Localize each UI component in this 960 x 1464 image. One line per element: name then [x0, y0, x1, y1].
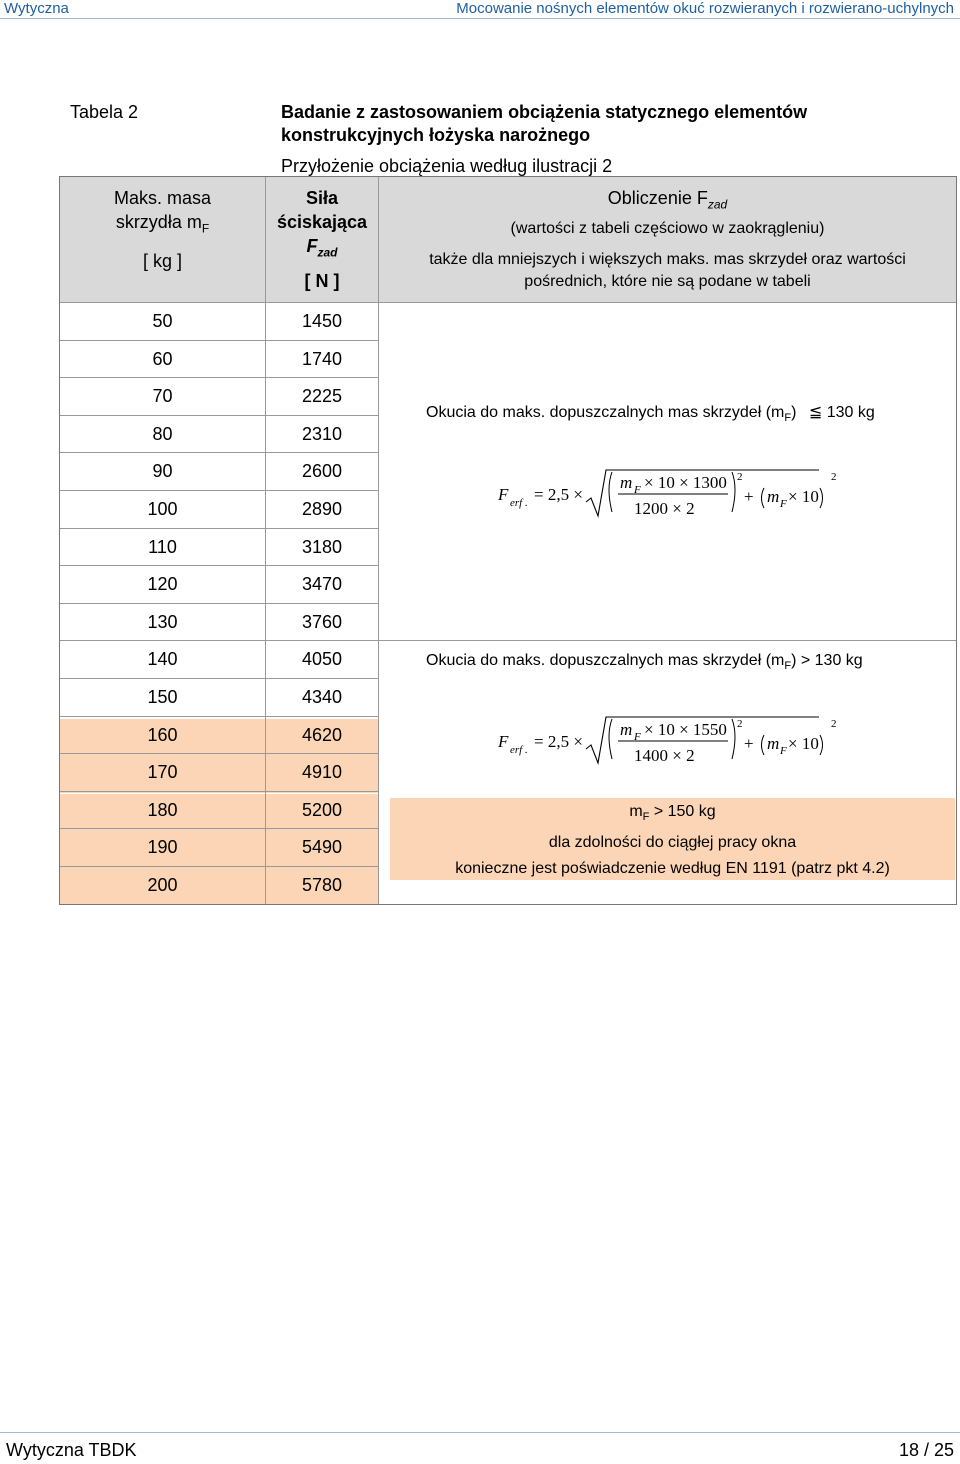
- formula2-lhs-sub: erf .: [510, 744, 528, 756]
- formula2-rparen: [732, 719, 735, 759]
- formula1-exp2: 2: [831, 471, 837, 483]
- col-calc-header: Obliczenie $F_{zad}$: [607, 188, 728, 212]
- formula1-second: m: [767, 487, 780, 506]
- table-title: Badanie z zastosowaniem obciążenia statycznego elementów konstrukcyjnych łożyska narożnego: [281, 102, 808, 145]
- case2-description: Okucia do maks. dopuszczalnych mas skrzydeł $(m_F) > 130$ kg: [426, 652, 863, 673]
- row-divider: [60, 716, 378, 717]
- formula2-second-rest: × 10: [788, 734, 819, 753]
- formula2-num-rest: × 10 × 1550: [644, 720, 727, 739]
- cell-force: 3180: [301, 536, 343, 557]
- calc-note-1: (wartości z tabeli częściowo w zaokrągleniu): [510, 220, 825, 237]
- cell-force: 1450: [301, 311, 343, 331]
- header-divider-line: [60, 302, 956, 303]
- formula1-lparen2: [762, 488, 765, 508]
- row-divider: [60, 866, 378, 867]
- cell-mass: 100: [147, 499, 178, 519]
- formula1-num-rest: × 10 × 1300: [644, 473, 727, 492]
- formula1-plus: +: [744, 487, 754, 506]
- cell-mass: 110: [148, 536, 177, 557]
- formula1-num: m: [620, 473, 633, 492]
- cell-force: 2310: [301, 423, 343, 444]
- header-divider: [0, 18, 960, 19]
- cell-mass: 120: [147, 574, 178, 595]
- cell-force: 2890: [301, 499, 343, 519]
- row-divider: [60, 753, 378, 754]
- calc-note-3: pośrednich, które nie są podane w tabeli: [524, 273, 811, 290]
- cell-mass: 160: [147, 724, 178, 745]
- formula2-second: m: [767, 734, 780, 753]
- footer-page-number: 18 / 25: [898, 1440, 954, 1460]
- cell-mass: 80: [152, 423, 173, 444]
- cell-mass: 130: [147, 611, 178, 632]
- row-divider: [60, 340, 378, 341]
- footer-left: Wytyczna TBDK: [6, 1440, 137, 1460]
- formula1-num-sub: F: [634, 484, 641, 496]
- cell-force: 5490: [301, 837, 343, 858]
- cell-mass: 70: [152, 386, 173, 407]
- formula2-num: m: [620, 720, 633, 739]
- row-divider: [60, 490, 378, 491]
- row-divider: [60, 791, 378, 792]
- formula1-lhs: F: [498, 485, 509, 504]
- formula2-num-sub: F: [634, 731, 641, 743]
- cell-mass: 170: [147, 762, 178, 783]
- table-subtitle: Przyłożenie obciążenia według ilustracji 2: [281, 156, 613, 176]
- formula1-exp: 2: [737, 471, 743, 483]
- cell-force: 2225: [301, 386, 343, 407]
- formula2-second-sub: F: [780, 745, 787, 757]
- calc-note-2: także dla mniejszych i większych maks. mas skrzydeł oraz wartości: [429, 251, 906, 268]
- formula-case2: [494, 713, 844, 773]
- formula1-second-sub: F: [780, 498, 787, 510]
- formula2-exp: 2: [737, 718, 743, 730]
- cell-force: 5200: [301, 799, 343, 820]
- cell-force: 3470: [301, 574, 343, 595]
- row-divider: [60, 678, 378, 679]
- cell-force: 3760: [301, 611, 343, 632]
- col-mass-header: Maks. masa skrzydła $m_F$ [ kg ]: [113, 188, 212, 271]
- footer-divider: [0, 1432, 960, 1433]
- table-label: Tabela 2: [70, 102, 139, 122]
- cell-force: 4910: [301, 762, 343, 783]
- formula-case1: [494, 466, 844, 526]
- case1-description: Okucia do maks. dopuszczalnych mas skrzydeł $(m_F)$ ≦ 130 kg: [426, 404, 875, 425]
- formula2-den: 1400 × 2: [634, 746, 695, 765]
- col-force-header: Siła ściskająca $F_{zad}$ [ N ]: [276, 188, 368, 291]
- cell-mass: 60: [152, 348, 173, 369]
- header-right: Mocowanie nośnych elementów okuć rozwieranych i rozwierano-uchylnych: [456, 0, 954, 17]
- cell-mass: 180: [147, 799, 178, 820]
- cell-mass: 200: [147, 875, 178, 895]
- formula2-eq: = 2,5 ×: [534, 732, 583, 751]
- formula1-lparen: [609, 472, 612, 512]
- formula1-eq: = 2,5 ×: [534, 485, 583, 504]
- cell-force: 1740: [301, 348, 343, 369]
- row-divider: [60, 377, 378, 378]
- formula2-plus: +: [744, 734, 754, 753]
- cell-force: 4050: [301, 649, 343, 670]
- row-divider: [60, 452, 378, 453]
- row-divider: [60, 828, 378, 829]
- formula2-lhs: F: [498, 732, 509, 751]
- cell-force: 5780: [301, 875, 343, 895]
- formula1-lhs-sub: erf .: [510, 497, 528, 509]
- formula2-lparen2: [762, 735, 765, 755]
- formula1-second-rest: × 10: [788, 487, 819, 506]
- cell-force: 4620: [301, 724, 343, 745]
- header-left: Wytyczna: [4, 0, 69, 17]
- formula1-den: 1200 × 2: [634, 499, 695, 518]
- row-divider: [60, 528, 378, 529]
- formula2-exp2: 2: [831, 718, 837, 730]
- cell-mass: 150: [147, 687, 178, 707]
- formula1-rparen2: [820, 488, 823, 508]
- row-divider: [60, 415, 378, 416]
- cell-mass: 90: [152, 461, 173, 482]
- row-divider: [60, 603, 378, 604]
- row-divider: [60, 640, 378, 641]
- cell-mass: 190: [147, 837, 178, 858]
- cell-force: 4340: [301, 687, 343, 707]
- cell-mass: 50: [152, 311, 173, 331]
- cell-force: 2600: [301, 461, 343, 482]
- formula1-rparen: [732, 472, 735, 512]
- row-divider: [60, 565, 378, 566]
- cell-mass: 140: [147, 649, 178, 670]
- calc-section-divider: [379, 640, 956, 641]
- formula2-rparen2: [820, 735, 823, 755]
- formula2-lparen: [609, 719, 612, 759]
- info-text: $m_F > 150$ kg dla zdolności do ciągłej pracy okna konieczne jest poświadczenie według EN 1191 (patrz pkt 4.2): [455, 803, 890, 878]
